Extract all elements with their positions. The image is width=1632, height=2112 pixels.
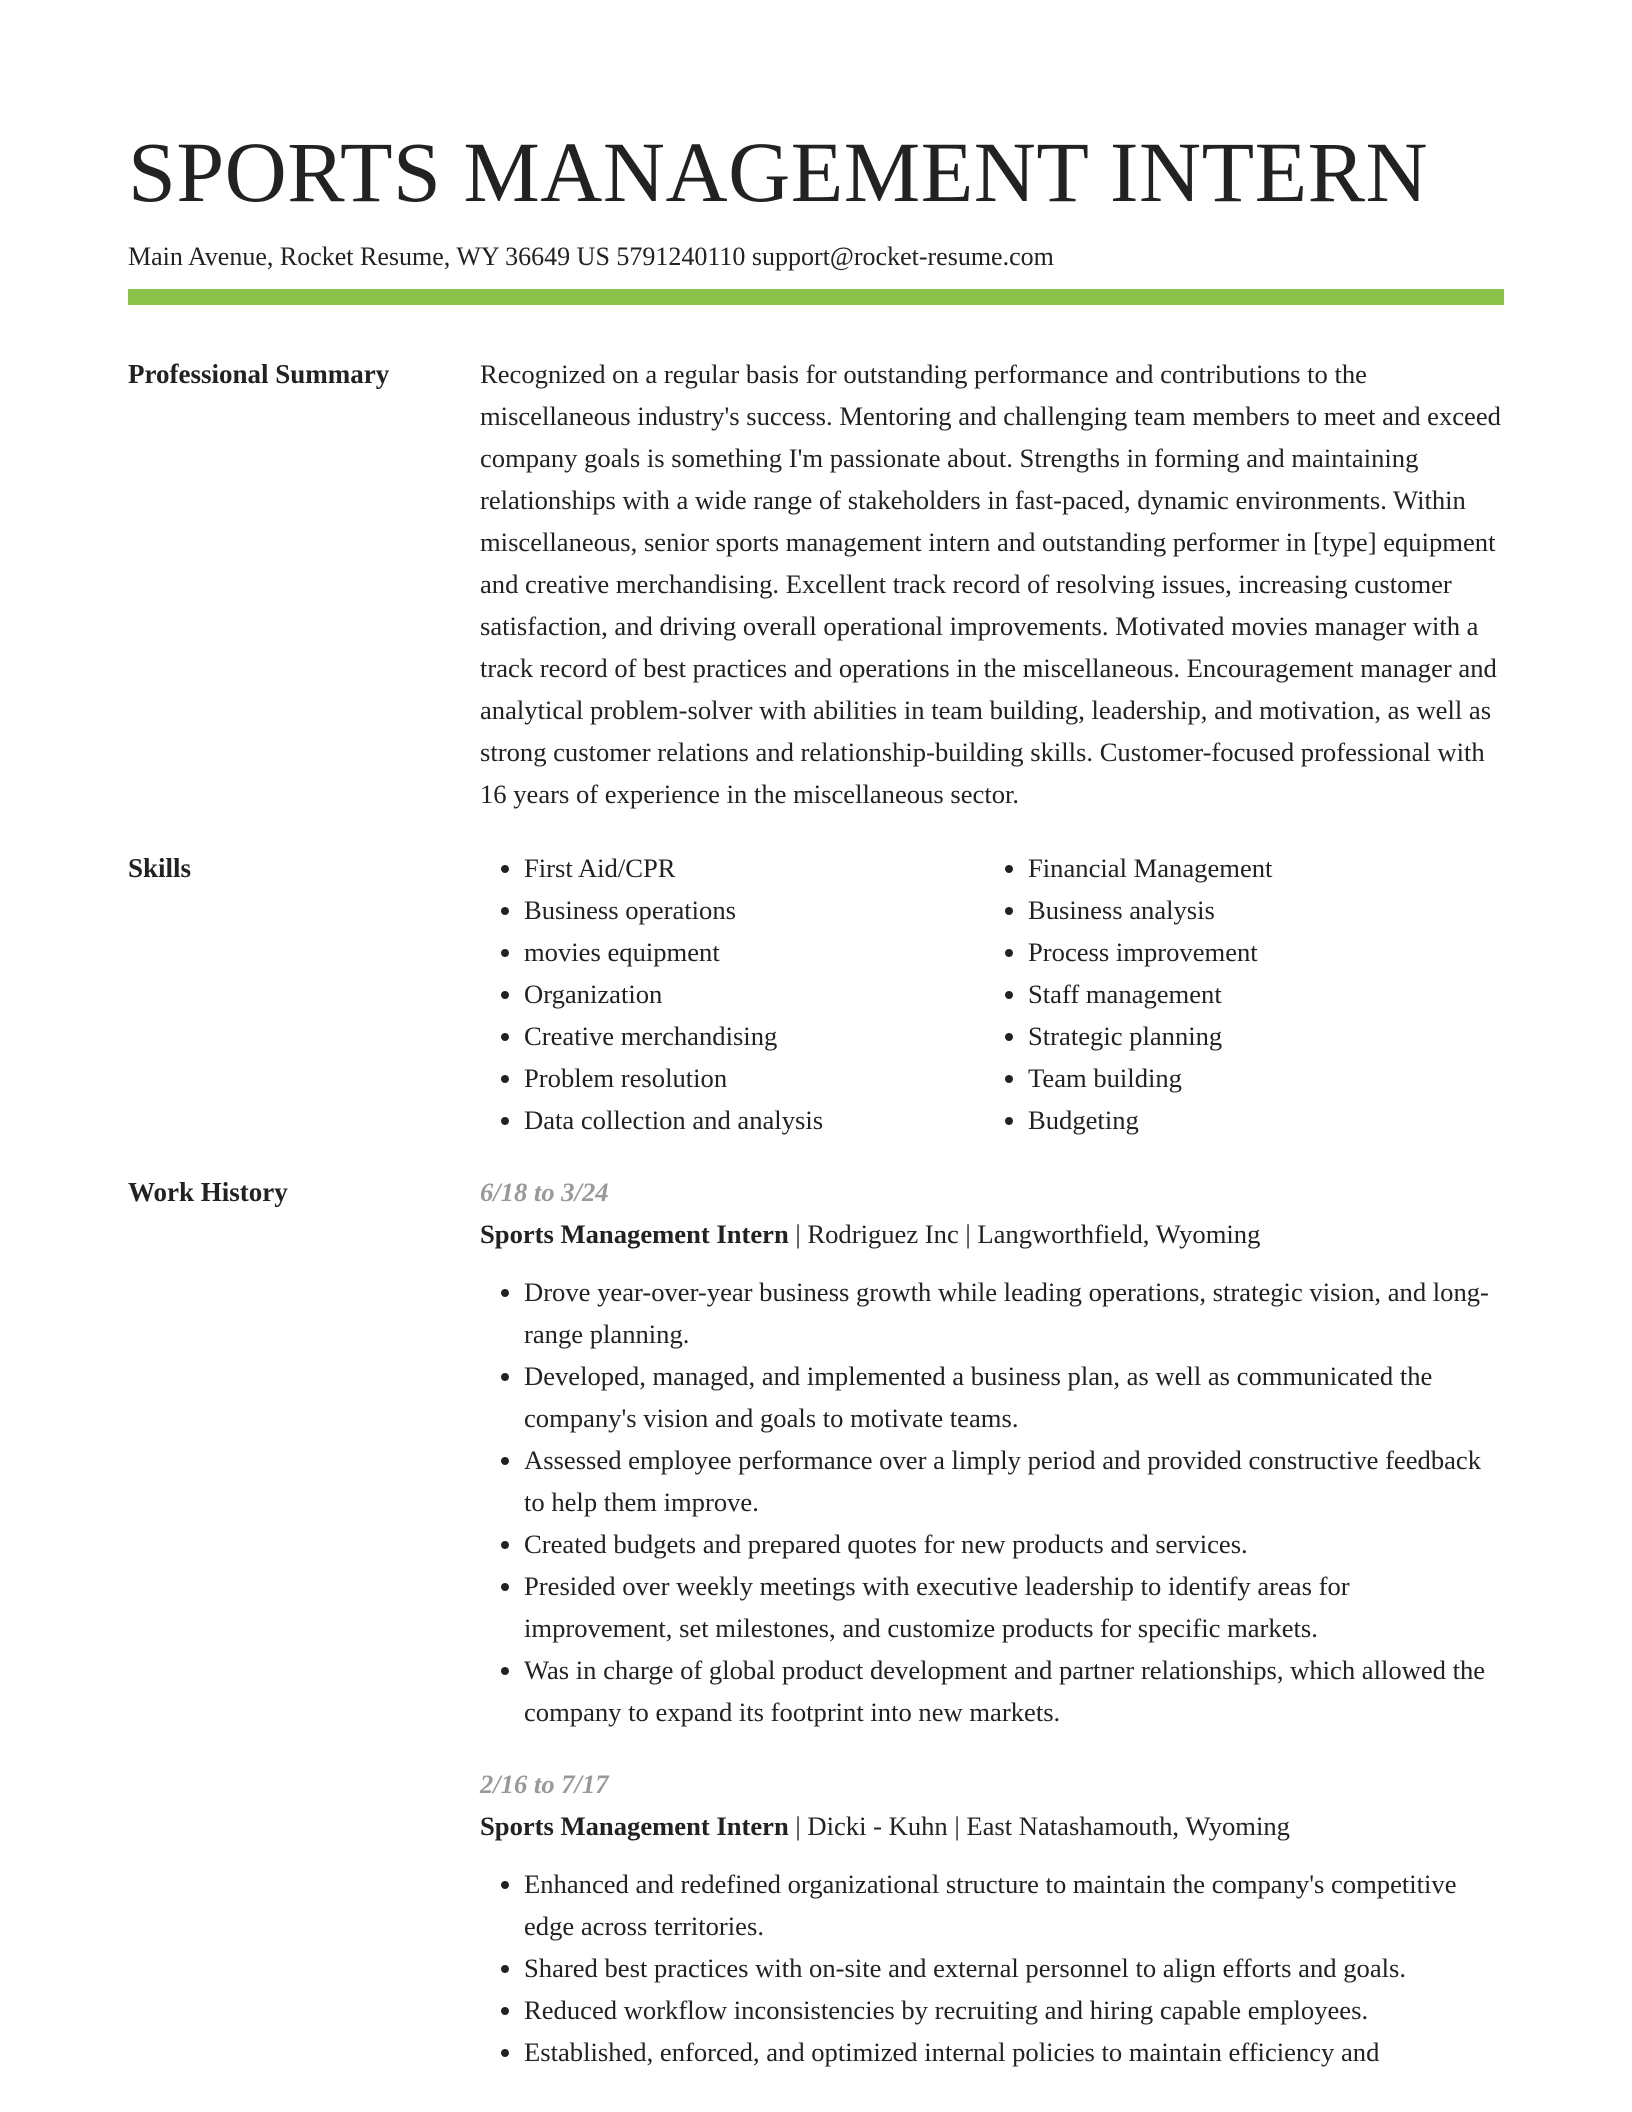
job-bullet: • Presided over weekly meetings with executive leadership to identify areas for improvement, set milestones, and customize products for specific markets. bbox=[524, 1565, 1504, 1649]
summary-text: Recognized on a regular basis for outstanding performance and contributions to the miscellaneous industry's success. Mentoring and challenging team members to meet and exceed company goals is something I'm passionate about. Strengths in forming and maintaining relationships with a wide range of stakeholders in fast-paced, dynamic environments. Within miscellaneous, senior sports management intern and outstanding performer in [type] equipment and creative merchandising. Excellent track record of resolving issues, increasing customer satisfaction, and driving overall operational improvements. Motivated movies manager with a track record of best practices and operations in the miscellaneous. Encouragement manager and analytical problem-solver with abilities in team building, leadership, and motivation, as well as strong customer relations and relationship-building skills. Customer-focused professional with 16 years of experience in the miscellaneous sector. bbox=[480, 359, 1501, 809]
skill-item: • Business analysis bbox=[1028, 889, 1488, 931]
skills-columns bbox=[480, 847, 1504, 1141]
skill-item: • Organization bbox=[524, 973, 984, 1015]
skill-item: • Team building bbox=[1028, 1057, 1488, 1099]
skill-item: • Budgeting bbox=[1028, 1099, 1488, 1141]
contact-line: Main Avenue, Rocket Resume, WY 36649 US 5791240110 support@rocket-resume.com bbox=[128, 242, 1054, 271]
job-heading bbox=[480, 1213, 1504, 1255]
skill-item: • Financial Management bbox=[1028, 847, 1488, 889]
job-heading bbox=[480, 1805, 1504, 1847]
job-details: | Rodriguez Inc | Langworthfield, Wyoming bbox=[788, 1219, 1261, 1249]
job-dates: 6/18 to 3/24 bbox=[480, 1177, 609, 1207]
job-bullets bbox=[480, 1863, 1504, 2073]
skill-item: • First Aid/CPR bbox=[524, 847, 984, 889]
skill-item: • Process improvement bbox=[1028, 931, 1488, 973]
skill-item: • movies equipment bbox=[524, 931, 984, 973]
skills-section bbox=[128, 847, 1504, 1141]
job-bullet: • Enhanced and redefined organizational structure to maintain the company's competitive edge across territories. bbox=[524, 1863, 1504, 1947]
job-bullet: • Created budgets and prepared quotes for new products and services. bbox=[524, 1523, 1504, 1565]
summary-section bbox=[128, 353, 1504, 815]
work-history-body bbox=[480, 1171, 1504, 2073]
skills-list-left bbox=[480, 847, 984, 1141]
job-bullet: • Reduced workflow inconsistencies by recruiting and hiring capable employees. bbox=[524, 1989, 1504, 2031]
job-bullet: • Was in charge of global product development and partner relationships, which allowed the company to expand its footprint into new markets. bbox=[524, 1649, 1504, 1733]
skill-item: • Creative merchandising bbox=[524, 1015, 984, 1057]
skill-item: • Business operations bbox=[524, 889, 984, 931]
skill-item: • Problem resolution bbox=[524, 1057, 984, 1099]
skill-item: • Strategic planning bbox=[1028, 1015, 1488, 1057]
job-entry bbox=[480, 1763, 1504, 2073]
job-bullet: • Assessed employee performance over a limply period and provided constructive feedback to help them improve. bbox=[524, 1439, 1504, 1523]
job-dates: 2/16 to 7/17 bbox=[480, 1769, 609, 1799]
job-entry bbox=[480, 1171, 1504, 1733]
job-bullet: • Developed, managed, and implemented a business plan, as well as communicated the company's vision and goals to motivate teams. bbox=[524, 1355, 1504, 1439]
resume-title: SPORTS MANAGEMENT INTERN bbox=[128, 124, 1429, 220]
job-details: | Dicki - Kuhn | East Natashamouth, Wyoming bbox=[788, 1811, 1290, 1841]
section-label-summary: Professional Summary bbox=[128, 359, 390, 389]
job-title: Sports Management Intern bbox=[480, 1811, 789, 1841]
job-bullet: • Established, enforced, and optimized internal policies to maintain efficiency and bbox=[524, 2031, 1504, 2073]
job-bullets bbox=[480, 1271, 1504, 1733]
resume-page bbox=[128, 0, 1504, 2073]
skill-item: • Staff management bbox=[1028, 973, 1488, 1015]
job-bullet: • Drove year-over-year business growth while leading operations, strategic vision, and long-range planning. bbox=[524, 1271, 1504, 1355]
work-history-section bbox=[128, 1171, 1504, 2073]
section-label-work: Work History bbox=[128, 1177, 288, 1207]
job-bullet: • Shared best practices with on-site and external personnel to align efforts and goals. bbox=[524, 1947, 1504, 1989]
accent-divider bbox=[128, 289, 1504, 305]
skill-item: • Data collection and analysis bbox=[524, 1099, 984, 1141]
skills-list-right bbox=[984, 847, 1488, 1141]
summary-body bbox=[480, 353, 1504, 815]
job-title: Sports Management Intern bbox=[480, 1219, 789, 1249]
skills-body bbox=[480, 847, 1504, 1141]
section-label-skills: Skills bbox=[128, 853, 192, 883]
